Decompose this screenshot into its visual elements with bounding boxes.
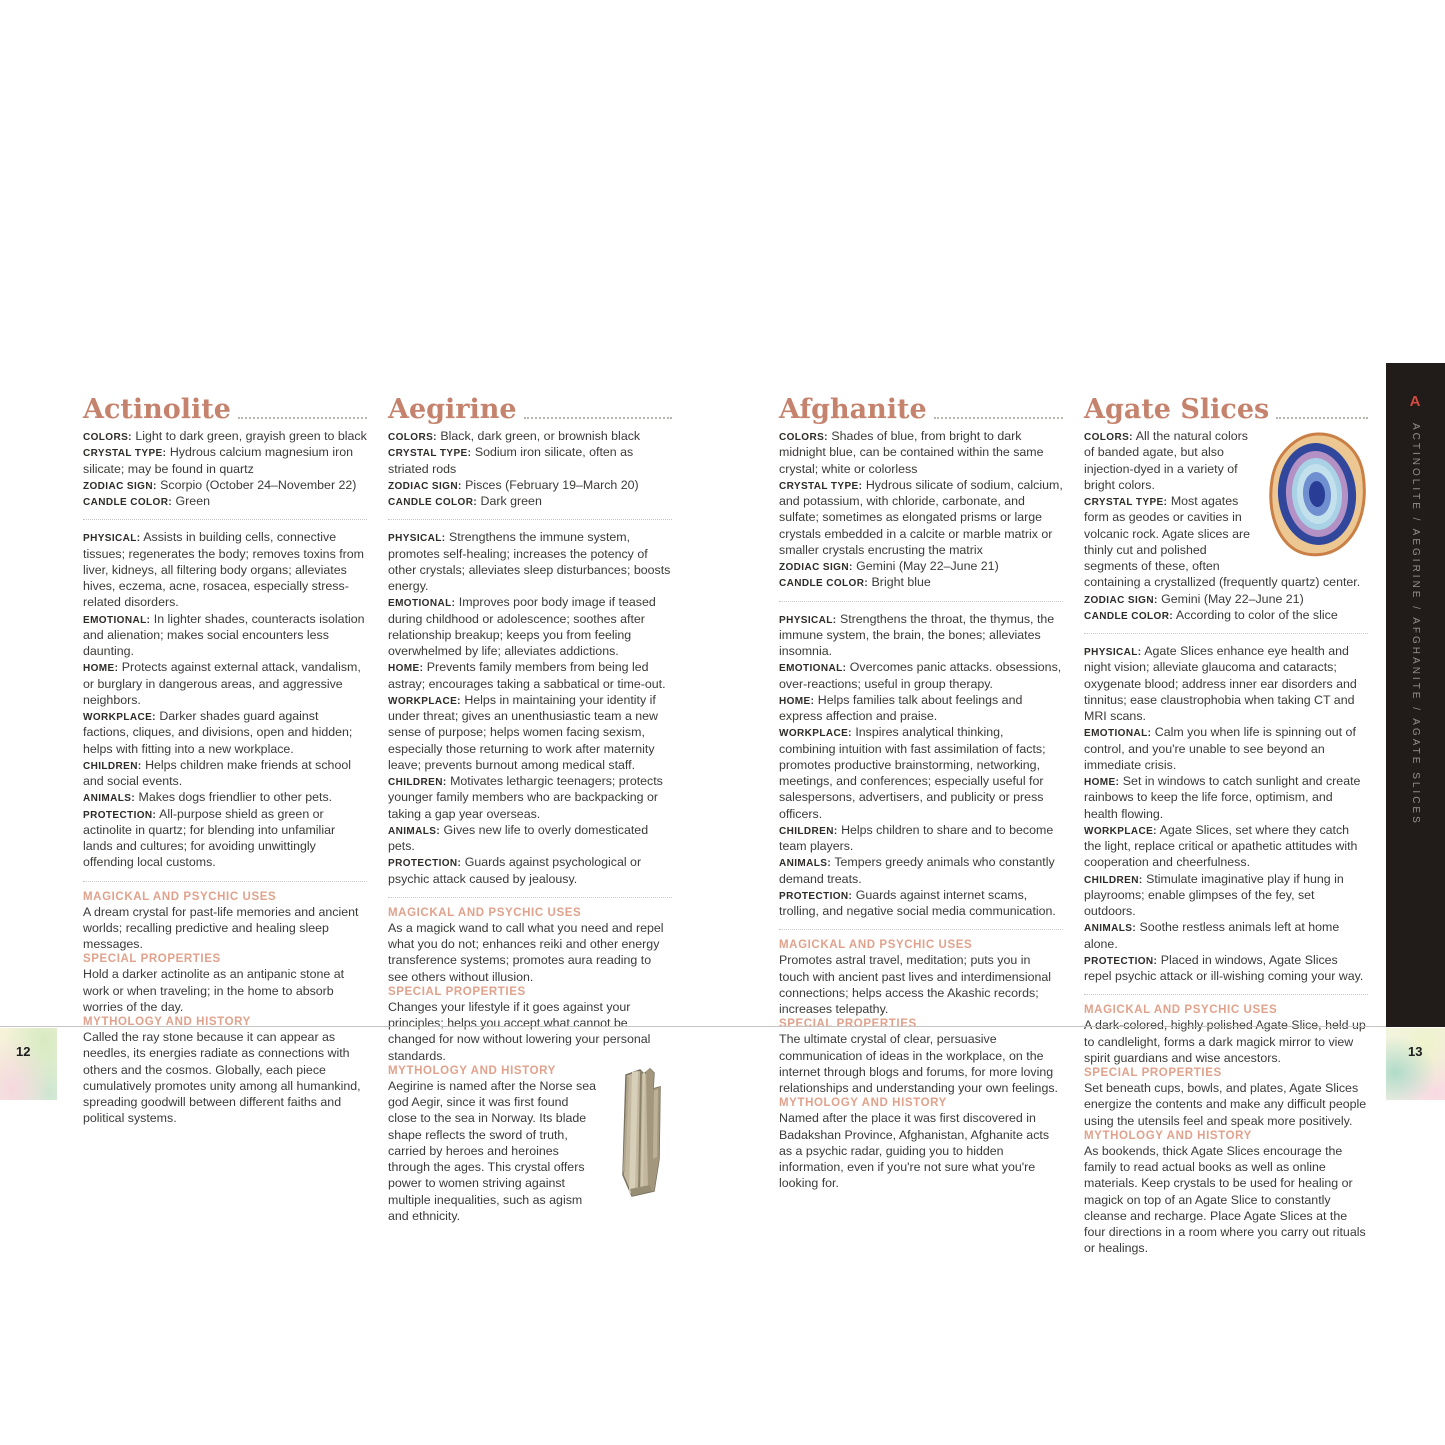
fact-label: CANDLE COLOR:: [83, 497, 173, 508]
properties-block: [83, 529, 367, 870]
prop-label: EMOTIONAL:: [779, 663, 847, 675]
prop-label: PROTECTION:: [83, 809, 157, 821]
footer-rule: [0, 1026, 1386, 1027]
section-heading-special: SPECIAL PROPERTIES: [83, 953, 221, 966]
section-text-special: Changes your lifestyle if it goes against your principles; helps you accept what cannot be changed for now without lowering your personal standards.: [388, 999, 651, 1063]
section-heading-special: SPECIAL PROPERTIES: [388, 985, 526, 998]
prop-text: Helps in maintaining your identity if under threat; gives an unenthusiastic team a new sense of purpose; helps women facing sexism, especially those returning to work after maternity leave; prevents burnout among medical staff.: [388, 692, 659, 772]
entry-aegirine: [388, 396, 672, 1225]
prop-text: Helps children make friends at school and social events.: [83, 757, 351, 788]
prop-children: [779, 822, 1063, 855]
divider: [1084, 633, 1368, 634]
facts-block: [83, 428, 367, 509]
prop-text: Improves poor body image if teased during childhood or adolescence; soothes after relationship breakup; keeps you from feeling overwhelmed by life; alleviates addictions.: [388, 595, 656, 658]
prop-label: ANIMALS:: [1084, 923, 1137, 935]
fact-text: Bright blue: [871, 575, 931, 590]
fact-candle-color: [388, 493, 672, 509]
prop-label: WORKPLACE:: [1084, 825, 1157, 837]
fact-text: All the natural colors of banded agate, but also injection-dyed in a variety of bright colors.: [1084, 429, 1248, 492]
properties-block: [1084, 643, 1368, 984]
fact-text: Hydrous silicate of sodium, calcium, and potassium, with chloride, carbonate, and sulfate; sometimes as elongated prisms or large crystals embedded in a calcite or marble matrix or smaller crystals encrusting the matrix: [779, 477, 1063, 557]
entry-title: Agate Slices: [1084, 394, 1270, 425]
fact-label: CRYSTAL TYPE:: [1084, 497, 1168, 508]
fact-text: Sodium iron silicate, often as striated rods: [388, 445, 634, 476]
fact-crystal-type: [83, 444, 367, 477]
fact-colors: [83, 428, 367, 444]
entry-title-row: [388, 396, 672, 423]
fact-label: CANDLE COLOR:: [1084, 610, 1174, 622]
watercolor-corner-left: [0, 1028, 57, 1100]
page-number-left: 12: [16, 1044, 31, 1059]
sections-block: [1084, 1004, 1368, 1256]
section-heading-mythology: MYTHOLOGY AND HISTORY: [779, 1097, 947, 1110]
fact-text: Shades of blue, from bright to dark midnight blue, can be contained within the same crystal; white or colorless: [779, 429, 1044, 476]
section-heading-magickal: MAGICKAL AND PSYCHIC USES: [388, 906, 582, 919]
fact-label: ZODIAC SIGN:: [1084, 594, 1158, 606]
prop-text: Protects against external attack, vandalism, or burglary in dangerous areas, and aggressive neighbors.: [83, 660, 361, 707]
prop-label: CHILDREN:: [388, 777, 447, 788]
prop-text: Placed in windows, Agate Slices repel psychic attack or ill-wishing coming your way.: [1084, 952, 1364, 983]
prop-text: Calm you when life is spinning out of control, and you're unable to see beyond an immediate crisis.: [1084, 725, 1356, 772]
divider: [83, 519, 367, 520]
prop-label: PHYSICAL:: [1084, 647, 1142, 658]
section-heading-mythology: MYTHOLOGY AND HISTORY: [388, 1064, 556, 1077]
entry-title-row: [83, 396, 367, 423]
prop-label: PHYSICAL:: [388, 533, 446, 545]
fact-crystal-type: [388, 444, 672, 477]
fact-label: ZODIAC SIGN:: [779, 562, 853, 573]
prop-text: Guards against internet scams, trolling, and negative social media communication.: [779, 887, 1056, 918]
prop-home: [388, 659, 672, 692]
entry-title-row: [779, 396, 1063, 423]
facts-block: [388, 428, 672, 509]
prop-text: Darker shades guard against factions, cliques, and divisions, open and hidden; helps with fitting into a new workplace.: [83, 709, 353, 756]
prop-protection: [1084, 952, 1368, 985]
prop-protection: [388, 854, 672, 887]
prop-label: PHYSICAL:: [83, 533, 141, 545]
title-dotted-line: [524, 417, 672, 419]
prop-label: CHILDREN:: [1084, 874, 1143, 886]
entry-title: Actinolite: [83, 394, 231, 425]
section-text-magickal: A dark-colored, highly polished Agate Slice, held up to candlelight, forms a dark magick mirror to view spirit guardians and wise ancestors.: [1084, 1018, 1366, 1065]
prop-label: PHYSICAL:: [779, 614, 837, 626]
prop-label: HOME:: [779, 695, 815, 707]
fact-label: ZODIAC SIGN:: [83, 480, 157, 492]
fact-label: COLORS:: [779, 432, 828, 443]
divider: [83, 881, 367, 882]
section-heading-magickal: MAGICKAL AND PSYCHIC USES: [779, 939, 973, 952]
fact-zodiac-sign: [779, 558, 1063, 574]
fact-text: Gemini (May 22–June 21): [856, 559, 999, 573]
prop-text: All-purpose shield as green or actinolite in quartz; for blending into unfamiliar lands and cultures; for avoiding unwittingly offending local customs.: [83, 806, 336, 870]
prop-label: EMOTIONAL:: [83, 614, 151, 626]
divider: [779, 929, 1063, 930]
fact-text: Dark green: [480, 494, 542, 508]
prop-text: Guards against psychological or psychic attack caused by jealousy.: [388, 855, 642, 886]
prop-text: Soothe restless animals left at home alone.: [1084, 920, 1340, 951]
fact-text: Green: [175, 494, 210, 508]
properties-block: [779, 611, 1063, 920]
fact-text: Hydrous calcium magnesium iron silicate; may be found in quartz: [83, 445, 353, 476]
prop-label: PROTECTION:: [388, 858, 462, 870]
prop-emotional: [388, 594, 672, 659]
prop-protection: [83, 806, 367, 871]
section-heading-special: SPECIAL PROPERTIES: [779, 1018, 917, 1031]
entry-title-row: [1084, 396, 1368, 423]
prop-text: Strengthens the immune system, promotes self-healing; increases the potency of other crystals; alleviates sleep disturbances; boosts energy.: [388, 530, 671, 593]
prop-label: ANIMALS:: [388, 825, 441, 837]
prop-label: HOME:: [388, 663, 424, 675]
prop-physical: [1084, 643, 1368, 724]
page-number-right: 13: [1408, 1044, 1423, 1059]
prop-emotional: [1084, 724, 1368, 773]
divider: [388, 519, 672, 520]
fact-zodiac-sign: [1084, 591, 1368, 607]
prop-protection: [779, 887, 1063, 920]
prop-text: Helps families talk about feelings and express affection and praise.: [779, 692, 1023, 723]
fact-text: Scorpio (October 24–November 22): [160, 477, 357, 492]
section-text-mythology: Called the ray stone because it can appear as needles, its energies radiate as connections with others and the cosmos. Globally, each piece cumulatively promotes unity among all humankind, spreading goodwill between different faiths and political systems.: [83, 1030, 361, 1126]
section-heading-magickal: MAGICKAL AND PSYCHIC USES: [1084, 1004, 1278, 1017]
prop-home: [83, 659, 367, 708]
prop-text: Strengthens the throat, the thymus, the immune system, the brain, the bones; alleviates insomnia.: [779, 611, 1055, 658]
prop-label: PROTECTION:: [779, 890, 853, 902]
prop-emotional: [83, 611, 367, 660]
agate-slice-illustration: [1266, 432, 1368, 563]
entry-title: Aegirine: [388, 394, 517, 425]
fact-text: Pisces (February 19–March 20): [465, 477, 639, 492]
prop-physical: [779, 611, 1063, 660]
prop-animals: [83, 789, 367, 805]
section-text-mythology: Aegirine is named after the Norse sea god Aegir, since it was first found close to the sea in Norway. Its blade shape reflects the sword of truth, carried by heroes and heroines through the ages. This crystal offers power to women striving against multiple inequalities, such as agism and ethnicity.: [388, 1078, 596, 1223]
prop-text: Stimulate imaginative play if hung in playrooms; enable glimpses of the fey, set outdoors.: [1084, 871, 1344, 918]
fact-label: COLORS:: [83, 432, 132, 443]
fact-text: According to color of the slice: [1175, 607, 1338, 622]
prop-label: ANIMALS:: [83, 793, 136, 805]
fact-text: Black, dark green, or brownish black: [440, 429, 641, 443]
entry-actinolite: [83, 396, 367, 1128]
section-text-magickal: As a magick wand to call what you need and repel what you do not; enhances reiki and other energy transference systems; promotes aura reading to see others without illusion.: [388, 920, 664, 984]
prop-animals: [1084, 919, 1368, 952]
fact-candle-color: [779, 574, 1063, 590]
prop-physical: [388, 529, 672, 594]
prop-label: HOME:: [83, 663, 119, 675]
fact-text: Most agates form as geodes or cavities in volcanic rock. Agate slices are thinly cut and polished segments of these, often containing a crystallized (frequently quartz) center.: [1084, 494, 1361, 590]
aegirine-crystal-illustration: [610, 1067, 672, 1204]
fact-candle-color: [1084, 607, 1368, 623]
prop-text: Motivates lethargic teenagers; protects younger family members who are backpacking or taking a gap year overseas.: [388, 774, 663, 821]
section-text-magickal: A dream crystal for past-life memories and ancient worlds; recalling predictive and healing sleep messages.: [83, 904, 359, 951]
prop-workplace: [1084, 822, 1368, 871]
divider: [388, 897, 672, 898]
prop-children: [83, 757, 367, 790]
divider: [779, 601, 1063, 602]
prop-label: CHILDREN:: [83, 760, 142, 772]
watercolor-corner-right: [1386, 1028, 1445, 1100]
prop-home: [779, 692, 1063, 725]
title-dotted-line: [238, 417, 367, 419]
fact-zodiac-sign: [388, 477, 672, 493]
prop-animals: [388, 822, 672, 855]
entry-afghanite: [779, 396, 1063, 1193]
prop-text: Tempers greedy animals who constantly demand treats.: [779, 855, 1055, 886]
facts-block: [1084, 428, 1368, 623]
fact-label: CRYSTAL TYPE:: [83, 448, 167, 460]
prop-text: Agate Slices, set where they catch the light, replace critical or apathetic attitudes with cooperation and cheerfulness.: [1084, 822, 1358, 870]
title-dotted-line: [934, 417, 1063, 419]
section-heading-mythology: MYTHOLOGY AND HISTORY: [1084, 1129, 1252, 1142]
prop-emotional: [779, 659, 1063, 692]
section-text-mythology: As bookends, thick Agate Slices encourage the family to read actual books as well as online materials. Keep crystals to be used for healing or magick on top of an Agate Slice to constantly cleanse and recharge. Place Agate Slices at the four directions in a room where you carry out rituals or healings.: [1084, 1143, 1366, 1256]
prop-text: Assists in building cells, connective tissues; regenerates the body; removes toxins from liver, kidneys, all filtering body organs; alleviates hives, eczema, acne, rosacea, especially stress-related disorders.: [83, 530, 364, 610]
fact-colors: [779, 428, 1063, 477]
fact-label: CANDLE COLOR:: [779, 578, 869, 590]
sections-block: [83, 891, 367, 1127]
fact-label: ZODIAC SIGN:: [388, 480, 462, 492]
prop-label: EMOTIONAL:: [388, 598, 456, 610]
fact-label: COLORS:: [388, 432, 437, 443]
fact-colors: [388, 428, 672, 444]
prop-label: WORKPLACE:: [388, 695, 461, 707]
prop-text: Agate Slices enhance eye health and night vision; alleviate glaucoma and cataracts; oxygenate blood; address inner ear disorders and tinnitus; ease claustrophobia when taking CT and MRI scans.: [1084, 644, 1357, 723]
prop-text: Inspires analytical thinking, combining intuition with fast assimilation of facts; promotes productive brainstorming, networking, meetings, and conferences; especially useful for salespersons, advertisers, and publicity or press officers.: [779, 725, 1046, 821]
sections-block: [779, 939, 1063, 1191]
section-heading-magickal: MAGICKAL AND PSYCHIC USES: [83, 890, 277, 903]
prop-text: Set in windows to catch sunlight and create rainbows to keep the life force, optimism, and health flowing.: [1084, 774, 1361, 821]
facts-block: [779, 428, 1063, 591]
alphabet-tab-index: ACTINOLITE / AEGIRINE / AFGHANITE / AGATE SLICES: [1410, 423, 1421, 826]
section-text-special: The ultimate crystal of clear, persuasive communication of ideas in the workplace, on the internet through blogs and forums, for more loving relationships and understanding your own feelings.: [779, 1032, 1058, 1095]
fact-label: COLORS:: [1084, 432, 1133, 443]
prop-label: CHILDREN:: [779, 825, 838, 837]
fact-label: CANDLE COLOR:: [388, 497, 478, 508]
section-heading-special: SPECIAL PROPERTIES: [1084, 1067, 1222, 1079]
sections-block: [388, 907, 672, 1224]
prop-children: [1084, 871, 1368, 920]
prop-text: Helps children to share and to become team players.: [779, 822, 1054, 853]
section-text-special: Hold a darker actinolite as an antipanic stone at work or when traveling; in the home to absorb worries of the day.: [83, 967, 345, 1014]
section-heading-mythology: MYTHOLOGY AND HISTORY: [83, 1016, 251, 1028]
fact-text: Gemini (May 22–June 21): [1161, 591, 1304, 606]
section-text-magickal: Promotes astral travel, meditation; puts you in touch with ancient past lives and interdimensional connections; helps access the Akashic records; increases telepathy.: [779, 953, 1052, 1016]
alphabet-tab: [1386, 363, 1445, 1027]
prop-workplace: [83, 708, 367, 757]
prop-workplace: [388, 692, 672, 773]
prop-label: WORKPLACE:: [779, 728, 852, 740]
prop-label: EMOTIONAL:: [1084, 728, 1152, 740]
prop-text: Prevents family members from being led astray; encourages taking a sabbatical or time-out.: [388, 660, 666, 691]
prop-physical: [83, 529, 367, 610]
fact-crystal-type: [779, 477, 1063, 558]
prop-animals: [779, 854, 1063, 887]
prop-workplace: [779, 724, 1063, 822]
prop-label: WORKPLACE:: [83, 712, 156, 723]
title-dotted-line: [1276, 417, 1368, 419]
fact-candle-color: [83, 493, 367, 509]
section-text-special: Set beneath cups, bowls, and plates, Agate Slices energize the contents and make any difficult people using the utensils feel and speak more positively.: [1084, 1081, 1367, 1128]
prop-text: Overcomes panic attacks. obsessions, over-reactions; useful in group therapy.: [779, 660, 1062, 691]
fact-label: CRYSTAL TYPE:: [779, 480, 863, 492]
divider: [1084, 994, 1368, 995]
fact-zodiac-sign: [83, 477, 367, 493]
fact-text: Light to dark green, grayish green to black: [135, 429, 367, 443]
prop-home: [1084, 773, 1368, 822]
prop-children: [388, 773, 672, 822]
properties-block: [388, 529, 672, 887]
prop-text: Gives new life to overly domesticated pets.: [388, 822, 649, 853]
section-text-mythology: Named after the place it was first discovered in Badakshan Province, Afghanistan, Afghanite acts as a psychic radar, guiding you to hidden information, even if you're not sure what you're looking for.: [779, 1111, 1050, 1191]
prop-label: PROTECTION:: [1084, 955, 1158, 967]
prop-label: ANIMALS:: [779, 858, 832, 870]
fact-label: CRYSTAL TYPE:: [388, 448, 472, 460]
prop-text: In lighter shades, counteracts isolation and alienation; makes social encounters less daunting.: [83, 611, 365, 658]
prop-text: Makes dogs friendlier to other pets.: [138, 790, 333, 805]
entry-title: Afghanite: [779, 394, 927, 425]
entry-agate-slices: [1084, 396, 1368, 1258]
prop-label: HOME:: [1084, 777, 1120, 788]
alphabet-tab-letter: A: [1409, 393, 1422, 410]
